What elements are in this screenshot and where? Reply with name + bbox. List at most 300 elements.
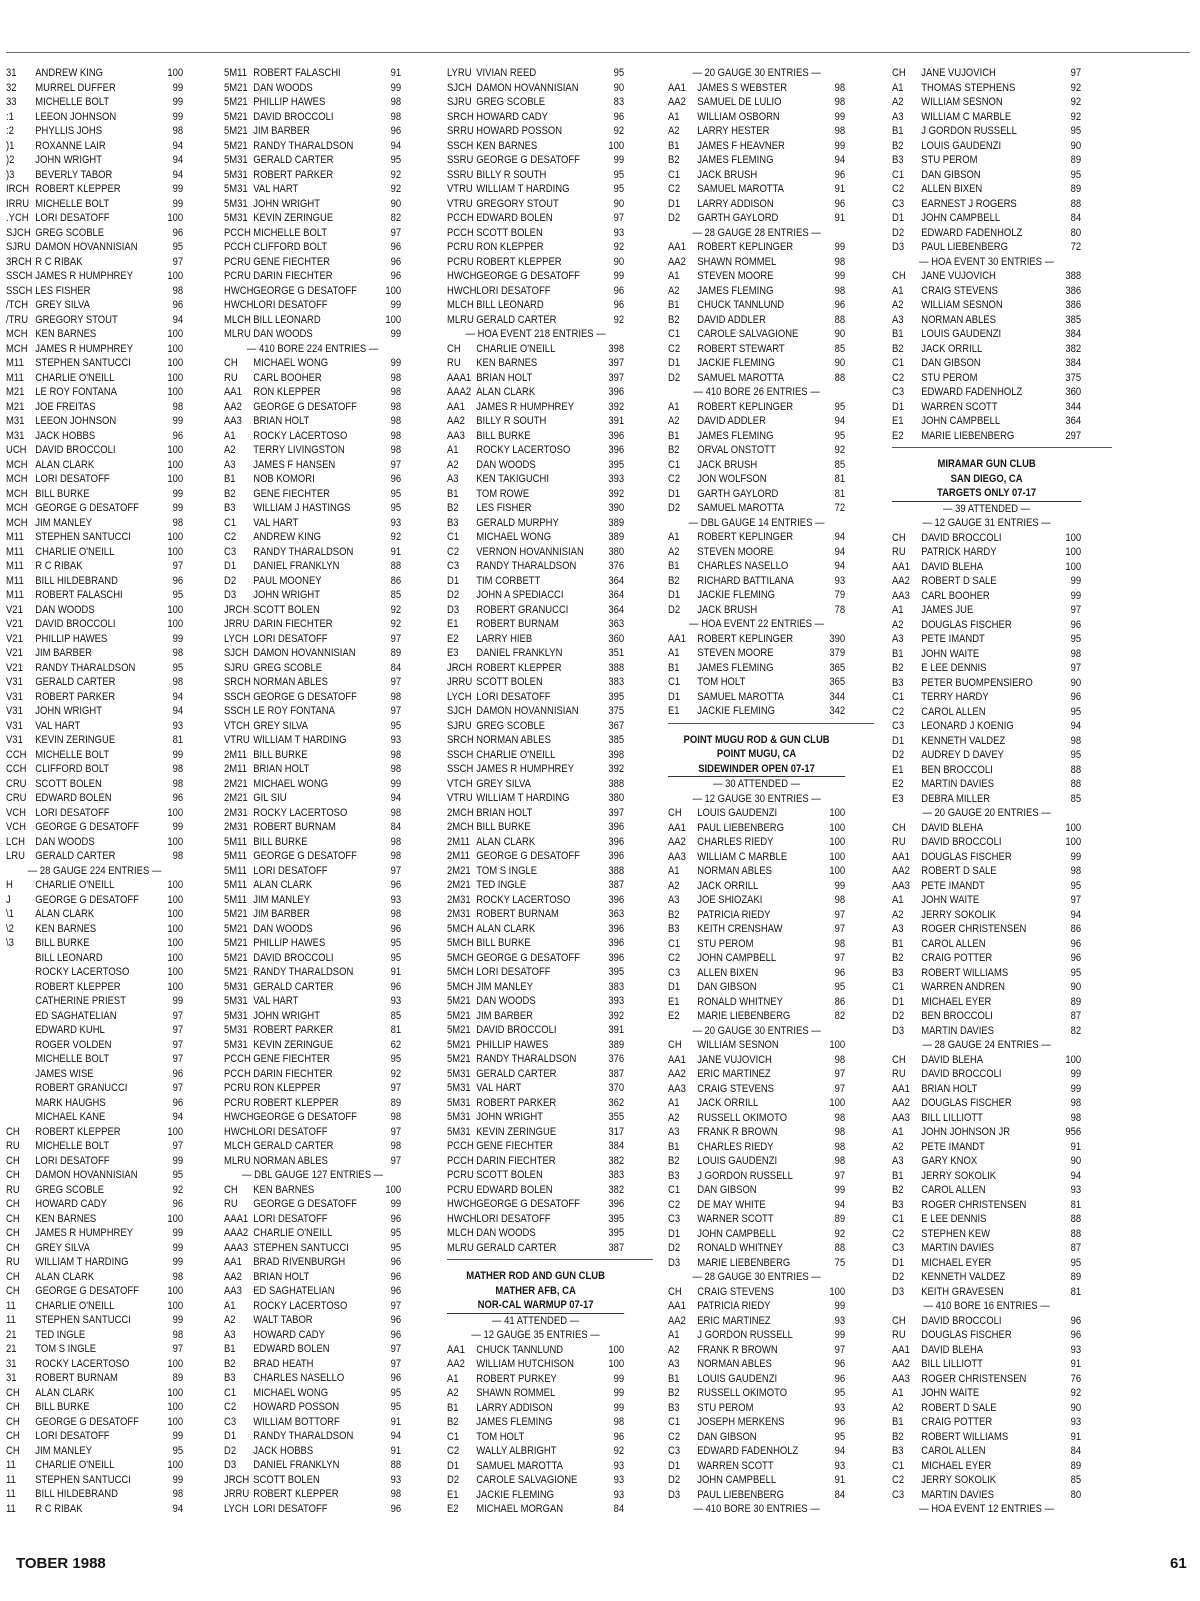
- shooter-name: GEORGE G DESATOFF: [476, 850, 580, 862]
- result-row: [6, 849, 183, 864]
- class-code: 5M21: [447, 995, 471, 1007]
- class-code: AA1: [892, 1082, 910, 1095]
- class-code: M21: [6, 386, 25, 398]
- score: 72: [1070, 241, 1082, 253]
- score: 93: [390, 893, 402, 906]
- result-row: [224, 211, 401, 226]
- score: 100: [167, 1386, 184, 1399]
- class-code: AA1: [224, 386, 242, 398]
- result-row: [6, 733, 183, 748]
- class-code: B1: [668, 139, 680, 152]
- class-code: LYCH: [224, 632, 249, 645]
- result-row: [224, 197, 401, 212]
- score: 96: [390, 922, 402, 935]
- score: 96: [172, 429, 184, 442]
- shooter-name: ROBERT D SALE: [921, 865, 997, 877]
- result-row: [224, 559, 401, 574]
- class-code: B2: [892, 662, 904, 674]
- class-code: LRU: [6, 850, 25, 862]
- score: 100: [167, 67, 184, 79]
- shooter-name: JACK BRUSH: [697, 603, 758, 616]
- event-header: — 28 GAUGE 24 ENTRIES —: [922, 1039, 1051, 1051]
- class-code: C2: [447, 545, 460, 558]
- result-row: [447, 965, 624, 980]
- shooter-name: STU PEROM: [697, 937, 754, 950]
- result-row: [447, 704, 624, 719]
- class-code: V21: [6, 647, 23, 659]
- score: 100: [167, 473, 184, 485]
- result-row: [224, 1052, 401, 1067]
- shooter-name: GERALD CARTER: [35, 850, 116, 862]
- score: 86: [1070, 923, 1082, 935]
- score: 98: [1070, 1111, 1082, 1124]
- shooter-name: VAL HART: [253, 516, 299, 529]
- class-code: B2: [892, 342, 904, 355]
- class-code: 2M11: [224, 763, 247, 775]
- shooter-name: MICHAEL WONG: [253, 357, 329, 369]
- class-code: B2: [668, 313, 680, 326]
- class-code: A1: [892, 1387, 904, 1399]
- shooter-name: SCOTT BOLEN: [35, 777, 102, 790]
- result-row: [668, 472, 845, 487]
- class-code: CH: [892, 270, 906, 282]
- score: 81: [1070, 1285, 1082, 1298]
- score: 364: [608, 603, 625, 616]
- result-row: [447, 762, 624, 777]
- score: 96: [390, 1285, 402, 1297]
- class-code: 5M31: [224, 154, 248, 166]
- result-row: [447, 1372, 624, 1387]
- result-row: [447, 1488, 624, 1503]
- score: 95: [390, 951, 402, 964]
- score: 94: [834, 545, 846, 558]
- score: 93: [613, 1459, 625, 1472]
- score: 99: [172, 1314, 184, 1326]
- result-row: [668, 995, 845, 1010]
- result-row: [447, 690, 624, 705]
- class-code: AA2: [892, 1358, 910, 1370]
- class-code: 33: [6, 96, 17, 108]
- shooter-name: WILLIAM T HARDING: [35, 1256, 129, 1268]
- result-row: [892, 153, 1081, 168]
- shooter-name: ALAN CLARK: [476, 835, 536, 848]
- result-row: [668, 1256, 845, 1271]
- class-code: 32: [6, 81, 17, 94]
- class-code: B1: [668, 1140, 680, 1153]
- class-code: 5M21: [224, 81, 248, 94]
- class-code: A3: [224, 458, 236, 471]
- result-row: [668, 1459, 845, 1474]
- score: 396: [608, 850, 625, 862]
- score: 98: [390, 371, 402, 384]
- shooter-name: ROBERT BURNAM: [253, 821, 336, 833]
- score: 317: [608, 1125, 625, 1138]
- score: 98: [834, 255, 846, 268]
- class-code: MLRU: [224, 328, 251, 340]
- shooter-name: ERIC MARTINEZ: [697, 1314, 771, 1327]
- shooter-name: DANIEL FRANKLYN: [253, 1459, 340, 1471]
- shooter-name: BRIAN HOLT: [476, 371, 533, 384]
- score: 93: [613, 1474, 625, 1486]
- shooter-name: JOHN WRIGHT: [476, 1111, 543, 1123]
- score: 100: [829, 821, 846, 834]
- shooter-name: JAMES R HUMPHREY: [476, 400, 575, 413]
- score: 88: [1070, 1227, 1082, 1240]
- score: 388: [1065, 270, 1082, 282]
- score: 98: [172, 1270, 184, 1283]
- score: 94: [834, 154, 846, 166]
- class-code: B2: [224, 487, 236, 500]
- result-row: [6, 342, 183, 357]
- shooter-name: CRAIG POTTER: [921, 1416, 993, 1428]
- score: 96: [172, 1067, 184, 1080]
- class-code: A2: [447, 1387, 459, 1399]
- score: 96: [390, 879, 402, 891]
- shooter-name: HOWARD CADY: [476, 110, 548, 123]
- score: 93: [390, 1473, 402, 1486]
- result-row: [447, 777, 624, 792]
- result-row: [224, 182, 401, 197]
- event-header: — 28 GAUGE 224 ENTRIES —: [27, 864, 162, 877]
- result-row: [892, 95, 1081, 110]
- score: 88: [390, 560, 402, 572]
- shooter-name: RANDY THARALDSON: [35, 661, 136, 674]
- class-code: AA1: [447, 1343, 465, 1356]
- class-code: CH: [892, 1053, 906, 1066]
- result-row: [447, 1023, 624, 1038]
- shooter-name: LORI DESATOFF: [35, 1430, 110, 1442]
- score: 97: [834, 1343, 846, 1356]
- result-row: [892, 966, 1081, 981]
- class-code: M31: [6, 415, 25, 427]
- score: 97: [172, 1024, 184, 1036]
- shooter-name: CATHERINE PRIEST: [35, 995, 126, 1007]
- result-row: [6, 211, 183, 226]
- score: 96: [390, 125, 402, 137]
- class-code: A2: [668, 125, 680, 137]
- score: 97: [390, 676, 402, 688]
- shooter-name: LORI DESATOFF: [35, 1154, 110, 1167]
- shooter-name: JIM MANLEY: [35, 1444, 93, 1457]
- result-row: [224, 1371, 401, 1386]
- result-row: [447, 994, 624, 1009]
- shooter-name: SAMUEL MAROTTA: [476, 1459, 563, 1472]
- class-code: 5M31: [224, 168, 248, 181]
- result-row: [224, 1139, 401, 1154]
- class-code: A2: [447, 458, 459, 471]
- score: 92: [1070, 96, 1082, 108]
- shooter-name: ROCKY LACERTOSO: [476, 444, 571, 456]
- class-code: C1: [892, 168, 905, 181]
- shooter-name: BILL BURKE: [476, 429, 531, 442]
- class-code: D2: [892, 226, 905, 239]
- result-row: [892, 1024, 1081, 1039]
- class-code: E2: [892, 778, 904, 790]
- shooter-name: DAVID BLEHA: [921, 1343, 984, 1356]
- class-code: A2: [892, 96, 904, 108]
- score: 94: [172, 313, 184, 326]
- result-row: [447, 1241, 624, 1256]
- shooter-name: ROBERT KLEPPER: [35, 980, 121, 993]
- score: 95: [613, 183, 625, 195]
- result-row: [892, 313, 1081, 328]
- score: 100: [385, 284, 402, 297]
- class-code: 5M31: [224, 980, 248, 993]
- score: 96: [172, 792, 184, 804]
- shooter-name: DARIN FIECHTER: [253, 270, 333, 282]
- shooter-name: WALT TABOR: [253, 1314, 313, 1326]
- class-code: )2: [6, 154, 15, 166]
- score: 91: [390, 1415, 402, 1428]
- class-code: A2: [892, 908, 904, 921]
- class-code: MCH: [6, 328, 28, 340]
- result-row: [224, 704, 401, 719]
- shooter-name: R C RIBAK: [35, 255, 83, 268]
- result-row: [6, 1110, 183, 1125]
- class-code: D2: [447, 589, 460, 601]
- class-code: AA1: [892, 1343, 910, 1356]
- result-row: [668, 675, 845, 690]
- shooter-name: J GORDON RUSSELL: [697, 1169, 793, 1182]
- result-row: [6, 980, 183, 995]
- shooter-name: LORI DESATOFF: [253, 864, 328, 877]
- score: 98: [390, 386, 402, 398]
- shooter-name: JACKIE FLEMING: [476, 1488, 555, 1501]
- result-row: [447, 66, 624, 81]
- result-row: [6, 1139, 183, 1154]
- score: 84: [834, 1488, 846, 1501]
- score: 100: [167, 212, 184, 224]
- result-row: [892, 298, 1081, 313]
- shooter-name: DANIEL FRANKLYN: [476, 647, 563, 659]
- class-code: MLCH: [447, 299, 474, 311]
- score: 95: [390, 1401, 402, 1413]
- class-code: E1: [892, 763, 904, 776]
- shooter-name: RANDY THARALDSON: [253, 1430, 354, 1442]
- class-code: D3: [447, 603, 460, 616]
- result-row: [668, 646, 845, 661]
- class-code: SRRU: [447, 125, 474, 137]
- score: 392: [608, 400, 625, 413]
- shooter-name: BRIAN HOLT: [253, 1270, 310, 1283]
- result-row: [6, 429, 183, 444]
- shooter-name: TOM ROWE: [476, 487, 530, 500]
- result-row: [892, 1140, 1081, 1155]
- class-code: CH: [447, 342, 461, 355]
- result-row: [6, 139, 183, 154]
- result-row: [668, 893, 845, 908]
- score: 95: [1070, 749, 1082, 761]
- result-row: [668, 850, 845, 865]
- score: 95: [390, 154, 402, 166]
- score: 82: [834, 1010, 846, 1022]
- result-row: [447, 1183, 624, 1198]
- result-row: [447, 400, 624, 415]
- class-code: A1: [668, 531, 680, 543]
- result-row: [224, 545, 401, 560]
- score: 390: [608, 502, 625, 514]
- result-row: [447, 516, 624, 531]
- shooter-name: CAROL ALLEN: [921, 937, 986, 950]
- shooter-name: STU PEROM: [697, 1401, 754, 1414]
- score: 100: [385, 1183, 402, 1196]
- score: 95: [1070, 1256, 1082, 1269]
- score: 956: [1065, 1126, 1082, 1138]
- shooter-name: NORMAN ABLES: [476, 734, 551, 746]
- result-row: [668, 95, 845, 110]
- shooter-name: GREY SILVA: [476, 777, 531, 790]
- result-row: [6, 1096, 183, 1111]
- class-code: A2: [892, 1140, 904, 1153]
- result-row: [892, 110, 1081, 125]
- result-row: [6, 893, 183, 908]
- shooter-name: ROBERT KLEPPER: [476, 661, 562, 674]
- result-row: [6, 501, 183, 516]
- score: 90: [834, 328, 846, 340]
- class-code: B3: [892, 966, 904, 979]
- result-row: [668, 603, 845, 618]
- shooter-name: DAMON HOVANNISIAN: [476, 81, 579, 94]
- score: 93: [1070, 1416, 1082, 1428]
- result-row: [892, 879, 1081, 894]
- shooter-name: CRAIG STEVENS: [697, 1082, 774, 1095]
- result-row: [447, 791, 624, 806]
- shooter-name: KEN BARNES: [476, 357, 538, 369]
- shooter-name: SAMUEL MAROTTA: [697, 502, 784, 514]
- shooter-name: JOHN WRIGHT: [253, 197, 320, 210]
- result-row: [892, 240, 1081, 255]
- result-row: [668, 835, 845, 850]
- class-code: A3: [224, 1328, 236, 1341]
- shooter-name: ROCKY LACERTOSO: [476, 893, 571, 906]
- score: 344: [1065, 400, 1082, 413]
- shooter-name: RONALD WHITNEY: [697, 995, 783, 1008]
- score: 99: [834, 241, 846, 253]
- shooter-name: LORI DESATOFF: [476, 966, 551, 978]
- class-code: SSCH: [447, 763, 474, 775]
- class-code: VTRU: [447, 792, 473, 804]
- class-code: JRRU: [447, 676, 473, 688]
- score: 342: [829, 705, 846, 717]
- class-code: C1: [224, 516, 237, 529]
- score: 85: [1070, 792, 1082, 805]
- shooter-name: BRIAN HOLT: [253, 763, 310, 775]
- shoot-title: TARGETS ONLY 07-17: [892, 486, 1081, 502]
- score: 99: [1070, 575, 1082, 587]
- score: 363: [608, 618, 625, 630]
- shooter-name: JAMES R HUMPHREY: [476, 763, 575, 775]
- class-code: VTRU: [447, 197, 473, 210]
- class-code: D2: [668, 212, 681, 224]
- shooter-name: DOUGLAS FISCHER: [921, 850, 1012, 863]
- shooter-name: LORI DESATOFF: [35, 212, 110, 224]
- score: 100: [167, 806, 184, 819]
- class-code: 3RCH: [6, 255, 32, 268]
- shooter-name: DAVID BROCCOLI: [253, 951, 334, 964]
- class-code: 5M31: [447, 1096, 471, 1109]
- result-row: [447, 443, 624, 458]
- shooter-name: DOUGLAS FISCHER: [921, 1329, 1012, 1341]
- result-row: [6, 1009, 183, 1024]
- score: 98: [172, 676, 184, 688]
- class-code: A3: [892, 313, 904, 326]
- score: 99: [390, 1198, 402, 1210]
- class-code: B1: [892, 125, 904, 137]
- class-code: C1: [892, 981, 905, 993]
- score: 100: [167, 371, 184, 384]
- class-code: RU: [892, 836, 906, 848]
- score: 396: [608, 386, 625, 398]
- shooter-name: MICHELLE BOLT: [35, 1053, 110, 1065]
- class-code: 2M21: [447, 879, 471, 891]
- class-code: 5M21: [224, 908, 248, 920]
- score: 98: [172, 1488, 184, 1500]
- shooter-name: LORI DESATOFF: [253, 299, 328, 311]
- result-row: [224, 820, 401, 835]
- class-code: B2: [892, 1184, 904, 1196]
- shooter-name: KEVIN ZERINGUE: [476, 1125, 557, 1138]
- class-code: 11: [6, 1314, 16, 1326]
- shooter-name: MICHELLE BOLT: [35, 748, 110, 761]
- result-row: [892, 1183, 1081, 1198]
- result-row: [447, 458, 624, 473]
- class-code: MLCH: [447, 1227, 474, 1239]
- score: 85: [390, 589, 402, 601]
- shooter-name: GEORGE G DESATOFF: [35, 1285, 139, 1297]
- score: 92: [1070, 81, 1082, 94]
- shooter-name: BILL BURKE: [35, 937, 90, 949]
- shooter-name: LARRY HESTER: [697, 125, 770, 137]
- shooter-name: DAN WOODS: [35, 835, 95, 848]
- event-header: — 30 ATTENDED —: [713, 778, 801, 790]
- class-code: 5M11: [224, 893, 247, 906]
- class-code: C1: [668, 168, 681, 181]
- shooter-name: STEVEN MOORE: [697, 270, 774, 282]
- score: 99: [172, 96, 184, 108]
- result-row: [224, 1270, 401, 1285]
- score: 89: [1070, 183, 1082, 195]
- result-row: [668, 530, 845, 545]
- class-code: 5M21: [224, 937, 248, 949]
- shooter-name: KEVIN ZERINGUE: [35, 734, 116, 746]
- shooter-name: CHARLES NASELLO: [253, 1372, 345, 1384]
- shooter-name: CAROL ALLEN: [921, 1445, 986, 1457]
- result-row: [447, 269, 624, 284]
- shooter-name: EDWARD BOLEN: [253, 1343, 330, 1355]
- score: 362: [608, 1096, 625, 1109]
- shooter-name: DAVID BLEHA: [921, 560, 984, 573]
- result-row: [224, 1154, 401, 1169]
- class-code: RU: [447, 357, 461, 369]
- result-row: [892, 1082, 1081, 1097]
- footer-issue-date: TOBER 1988: [16, 1555, 106, 1572]
- result-row: [6, 1502, 183, 1517]
- result-row: [892, 661, 1081, 676]
- result-row: [668, 153, 845, 168]
- score: 97: [390, 705, 402, 717]
- class-code: B1: [892, 1169, 904, 1182]
- score: 100: [829, 1285, 846, 1298]
- score: 100: [167, 1299, 184, 1312]
- result-row: [447, 139, 624, 154]
- score: 384: [1065, 357, 1082, 369]
- result-row: [224, 791, 401, 806]
- result-row: [224, 81, 401, 96]
- shooter-name: JERRY SOKOLIK: [921, 908, 997, 921]
- score: 98: [390, 850, 402, 862]
- score: 99: [172, 110, 184, 123]
- score: 100: [167, 966, 184, 978]
